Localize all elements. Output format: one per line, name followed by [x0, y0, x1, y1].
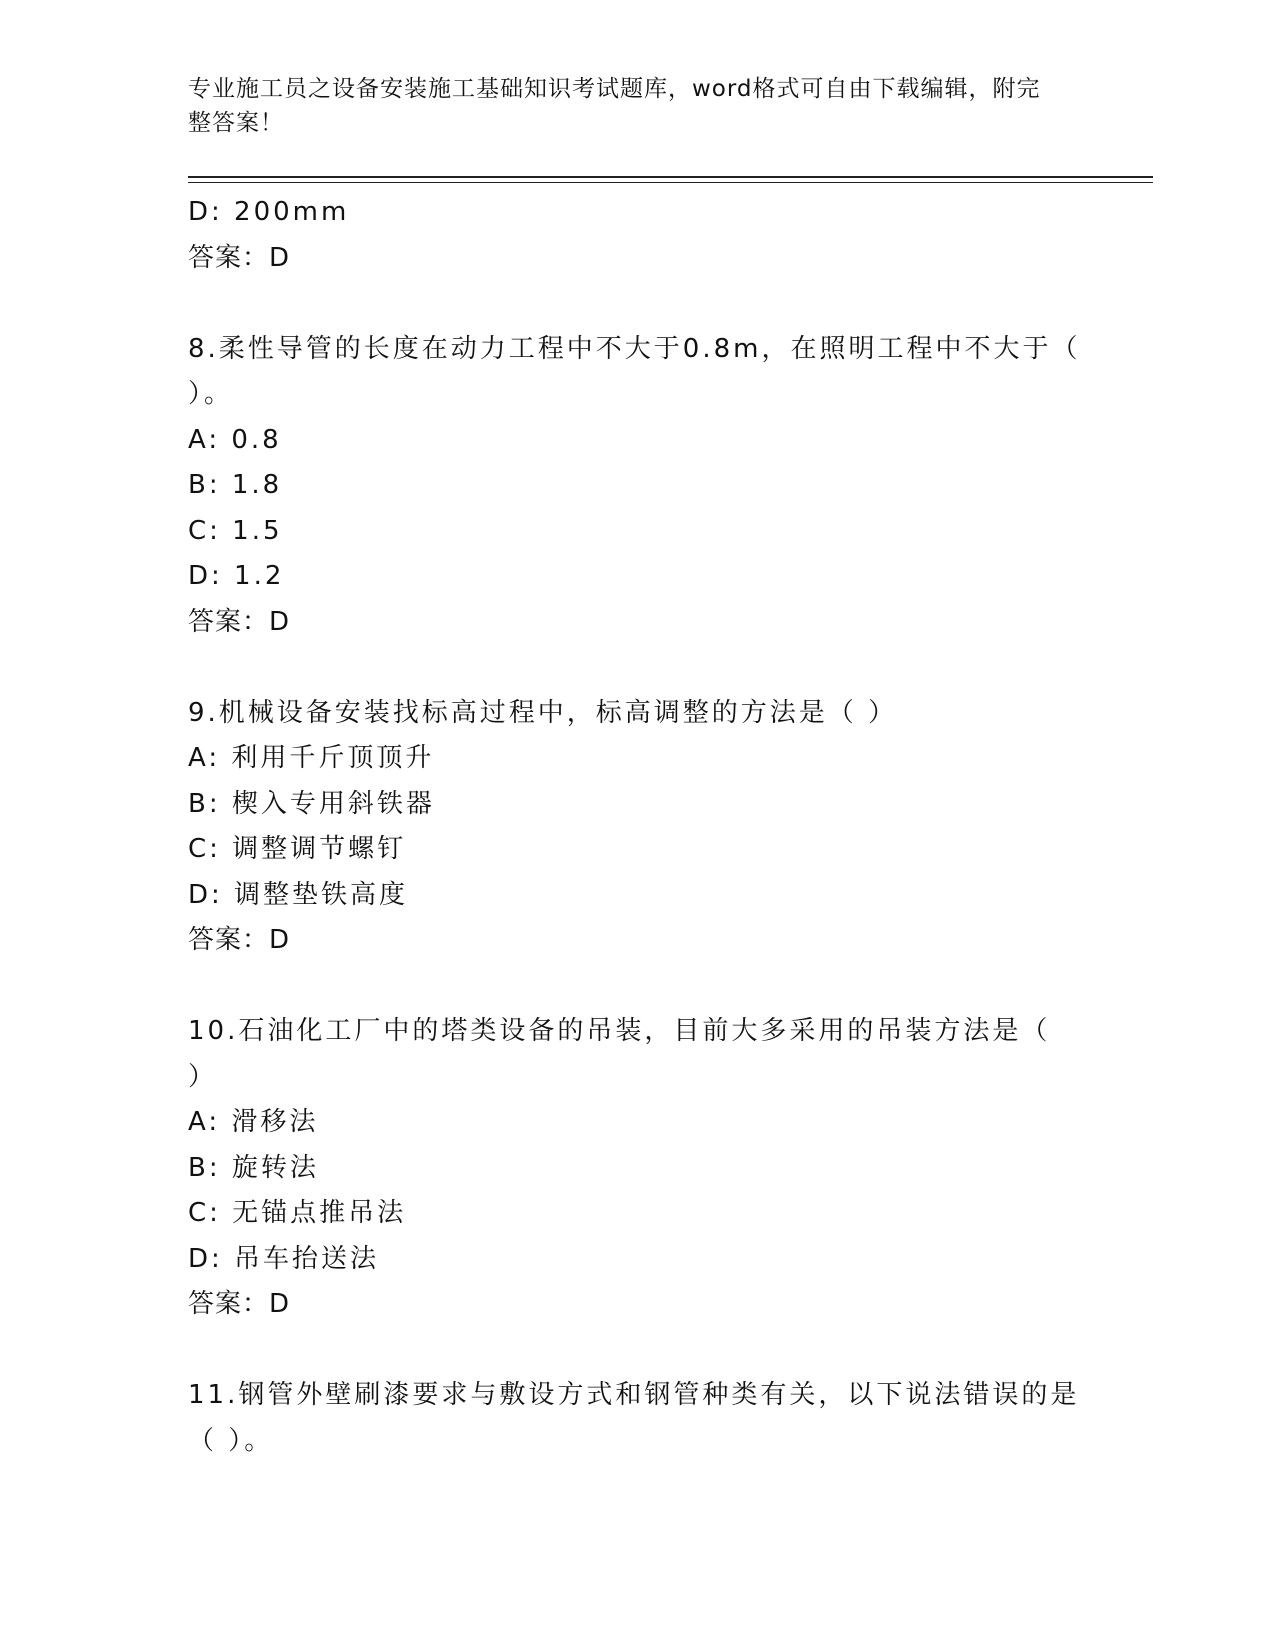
question-9 — [188, 691, 1088, 964]
spacer — [188, 645, 1088, 691]
question-11 — [188, 1373, 1088, 1464]
question-list — [188, 190, 1088, 1464]
question-8 — [188, 327, 1088, 646]
header-divider-thick — [188, 176, 1153, 178]
answer-line: 答案：D — [188, 242, 291, 273]
answer-line: 答案：D — [188, 1289, 291, 1319]
answer-line: 答案：D — [188, 925, 291, 955]
question-10 — [188, 1009, 1088, 1328]
option-a: A: 利用千斤顶顶升 — [188, 743, 435, 773]
option-d: D: 200mm — [188, 197, 350, 227]
option-a: A: 滑移法 — [188, 1107, 319, 1137]
question-stem: 8.柔性导管的长度在动力工程中不大于0.8m，在照明工程中不大于（ — [188, 333, 1081, 364]
option-d: D: 调整垫铁高度 — [188, 879, 409, 910]
question-stem: 9.机械设备安装找标高过程中，标高调整的方法是（ ） — [188, 697, 898, 728]
document-header — [188, 72, 1078, 140]
option-a: A: 0.8 — [188, 424, 282, 455]
option-b: B: 1.8 — [188, 470, 283, 500]
option-c: C: 调整调节螺钉 — [188, 834, 407, 864]
question-stem-continuation: ） — [188, 1061, 218, 1092]
header-line-1: 专业施工员之设备安装施工基础知识考试题库，word格式可自由下载编辑，附完 — [188, 76, 1041, 102]
spacer — [188, 281, 1088, 327]
option-d: D: 吊车抬送法 — [188, 1243, 380, 1274]
option-c: C: 无锚点推吊法 — [188, 1198, 407, 1228]
header-divider-thin — [188, 182, 1153, 183]
spacer — [188, 964, 1088, 1010]
spacer — [188, 1328, 1088, 1374]
question-stem: 10.石油化工厂中的塔类设备的吊装，目前大多采用的吊装方法是（ — [188, 1016, 1051, 1046]
question-stem-continuation: （ ）。 — [188, 1425, 274, 1456]
option-b: B: 楔入专用斜铁器 — [188, 788, 435, 819]
question-stem-continuation: ）。 — [188, 379, 234, 409]
option-c: C: 1.5 — [188, 515, 283, 546]
answer-line: 答案：D — [188, 606, 291, 637]
question-stem: 11.钢管外壁刷漆要求与敷设方式和钢管种类有关，以下说法错误的是 — [188, 1380, 1080, 1410]
option-b: B: 旋转法 — [188, 1152, 319, 1183]
option-d: D: 1.2 — [188, 561, 285, 591]
header-line-2: 整答案！ — [188, 110, 284, 136]
